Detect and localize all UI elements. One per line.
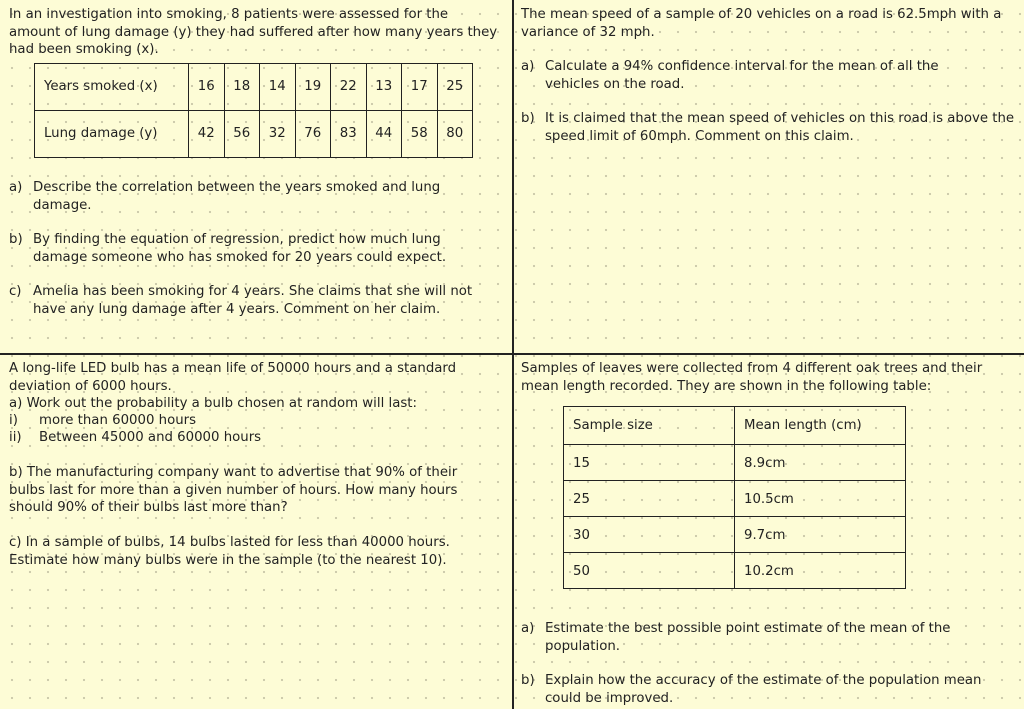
table-header-row (564, 407, 906, 445)
part-label: b) (521, 673, 535, 688)
row-header: Lung damage (y) (35, 111, 189, 158)
question-bulb (0, 355, 512, 709)
table-cell: 42 (189, 111, 225, 158)
table-cell: 14 (260, 64, 296, 111)
table-row (35, 64, 473, 111)
question-part-a (521, 620, 1016, 655)
part-text: Explain how the accuracy of the estimate of the population mean could be improved. (545, 673, 982, 706)
question-intro: Samples of leaves were collected from 4 different oak trees and their mean length recorded. They are shown in the following table: (521, 361, 983, 394)
part-label: a) (521, 621, 535, 636)
question-vehicles (513, 0, 1024, 354)
table-row (564, 481, 906, 517)
table-cell: 17 (402, 64, 438, 111)
table-cell: 10.2cm (735, 553, 906, 589)
part-label: a) (9, 180, 23, 195)
leaves-data-table (563, 406, 906, 589)
question-part-b (521, 110, 1016, 145)
table-cell: 83 (331, 111, 367, 158)
question-smoking (0, 0, 512, 354)
table-cell: 22 (331, 64, 367, 111)
table-cell: 9.7cm (735, 517, 906, 553)
question-part-a (9, 179, 489, 214)
question-intro: A long-life LED bulb has a mean life of 50000 hours and a standard deviation of 6000 hours. (9, 361, 457, 394)
question-part-c: c) In a sample of bulbs, 14 bulbs lasted for less than 40000 hours. Estimate how many bulbs were in the sample (to the nearest 10). (9, 535, 450, 568)
table-cell: 56 (224, 111, 260, 158)
table-cell: 19 (295, 64, 331, 111)
column-header: Sample size (564, 407, 735, 445)
part-label: a) (521, 59, 535, 74)
table-cell: 25 (564, 481, 735, 517)
part-text: By finding the equation of regression, predict how much lung damage someone who has smoked for 20 years could expect. (33, 232, 447, 265)
question-part-b: b) The manufacturing company want to advertise that 90% of their bulbs last for more than a given number of hours. How many hours should 90% of their bulbs last more than? (9, 465, 458, 515)
table-cell: 58 (402, 111, 438, 158)
table-row (564, 517, 906, 553)
part-label: c) (9, 284, 22, 299)
table-cell: 10.5cm (735, 481, 906, 517)
question-part-a: a) Work out the probability a bulb chosen at random will last: (9, 396, 417, 411)
table-row (35, 111, 473, 158)
table-cell: 30 (564, 517, 735, 553)
smoking-data-table (34, 63, 473, 158)
table-row (564, 553, 906, 589)
table-cell: 15 (564, 445, 735, 481)
question-intro: The mean speed of a sample of 20 vehicles on a road is 62.5mph with a variance of 32 mph. (521, 7, 1002, 40)
question-part-b (521, 672, 1016, 707)
sub-text: more than 60000 hours (39, 413, 197, 428)
part-label: b) (9, 232, 23, 247)
table-cell: 44 (366, 111, 402, 158)
question-part-b (9, 231, 489, 266)
question-intro: In an investigation into smoking, 8 patients were assessed for the amount of lung damage (y) they had suffered after how many years they had been smoking (x). (9, 7, 498, 57)
table-cell: 18 (224, 64, 260, 111)
table-cell: 25 (437, 64, 473, 111)
column-header: Mean length (cm) (735, 407, 906, 445)
table-cell: 80 (437, 111, 473, 158)
sub-label: ii) (9, 430, 22, 445)
part-text: It is claimed that the mean speed of vehicles on this road is above the speed limit of 60mph. Comment on this claim. (545, 111, 1015, 144)
table-cell: 50 (564, 553, 735, 589)
sub-text: Between 45000 and 60000 hours (39, 430, 262, 445)
table-cell: 13 (366, 64, 402, 111)
part-text: Calculate a 94% confidence interval for the mean of all the vehicles on the road. (545, 59, 939, 92)
sub-label: i) (9, 413, 18, 428)
part-text: Estimate the best possible point estimate of the mean of the population. (545, 621, 951, 654)
table-cell: 76 (295, 111, 331, 158)
question-sub-ii (9, 429, 489, 447)
question-part-a (521, 58, 971, 93)
part-text: Describe the correlation between the years smoked and lung damage. (33, 180, 441, 213)
table-cell: 16 (189, 64, 225, 111)
part-text: Amelia has been smoking for 4 years. She claims that she will not have any lung damage after 4 years. Comment on her claim. (33, 284, 473, 317)
table-cell: 32 (260, 111, 296, 158)
table-cell: 8.9cm (735, 445, 906, 481)
row-header: Years smoked (x) (35, 64, 189, 111)
question-part-c (9, 283, 489, 318)
table-row (564, 445, 906, 481)
question-sub-i (9, 412, 489, 430)
part-label: b) (521, 111, 535, 126)
